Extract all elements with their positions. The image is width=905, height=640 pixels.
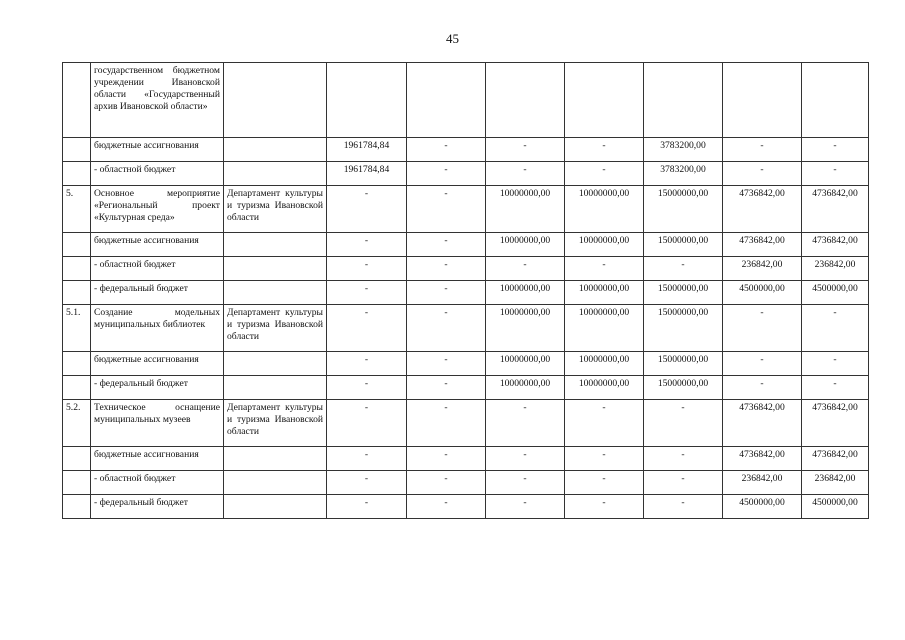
activity-name-cell: бюджетные ассигнования — [91, 233, 224, 257]
row-index-cell — [63, 257, 91, 281]
row-index-cell: 5.2. — [63, 400, 91, 447]
amount-cell — [644, 63, 723, 138]
activity-name-cell: бюджетные ассигнования — [91, 447, 224, 471]
amount-cell: 15000000,00 — [644, 233, 723, 257]
table-row — [63, 281, 869, 305]
amount-cell — [486, 63, 565, 138]
row-index-cell — [63, 447, 91, 471]
row-index-cell — [63, 233, 91, 257]
amount-cell: 1961784,84 — [327, 138, 407, 162]
activity-name-cell: Создание модельных муниципальных библиотек — [91, 305, 224, 352]
executor-cell — [224, 352, 327, 376]
row-index-cell — [63, 138, 91, 162]
executor-cell — [224, 281, 327, 305]
amount-cell: - — [407, 186, 486, 233]
amount-cell: 4736842,00 — [723, 233, 802, 257]
amount-cell: 236842,00 — [802, 471, 869, 495]
amount-cell: - — [486, 471, 565, 495]
table-row — [63, 400, 869, 447]
amount-cell: 10000000,00 — [486, 352, 565, 376]
table-row — [63, 471, 869, 495]
amount-cell: - — [407, 138, 486, 162]
amount-cell: - — [486, 257, 565, 281]
amount-cell: 10000000,00 — [486, 376, 565, 400]
table-row — [63, 233, 869, 257]
activity-name-cell: Основное мероприятие «Региональный проект «Культурная среда» — [91, 186, 224, 233]
amount-cell — [565, 63, 644, 138]
executor-cell — [224, 376, 327, 400]
row-index-cell — [63, 352, 91, 376]
amount-cell: - — [327, 447, 407, 471]
executor-cell — [224, 495, 327, 519]
budget-table — [62, 62, 869, 519]
amount-cell: - — [327, 376, 407, 400]
executor-cell: Департамент культуры и туризма Ивановской области — [224, 400, 327, 447]
amount-cell: - — [723, 305, 802, 352]
executor-cell — [224, 471, 327, 495]
amount-cell: - — [644, 447, 723, 471]
activity-name-cell: - областной бюджет — [91, 471, 224, 495]
amount-cell: - — [486, 447, 565, 471]
amount-cell: - — [723, 352, 802, 376]
executor-cell — [224, 162, 327, 186]
amount-cell: - — [486, 495, 565, 519]
amount-cell: 10000000,00 — [486, 186, 565, 233]
amount-cell: - — [407, 376, 486, 400]
amount-cell: 236842,00 — [723, 471, 802, 495]
amount-cell: 15000000,00 — [644, 305, 723, 352]
amount-cell: 4500000,00 — [802, 495, 869, 519]
table-row — [63, 138, 869, 162]
amount-cell: - — [802, 352, 869, 376]
executor-cell — [224, 138, 327, 162]
amount-cell: 236842,00 — [723, 257, 802, 281]
activity-name-cell: - федеральный бюджет — [91, 281, 224, 305]
amount-cell: 4736842,00 — [802, 233, 869, 257]
activity-name-cell: государственном бюджетном учреждении Ивановской области «Государственный архив Ивановской области» — [91, 63, 224, 138]
amount-cell: - — [565, 257, 644, 281]
activity-name-cell: бюджетные ассигнования — [91, 352, 224, 376]
row-index-cell — [63, 162, 91, 186]
amount-cell: - — [644, 495, 723, 519]
table-row — [63, 495, 869, 519]
amount-cell: - — [327, 400, 407, 447]
executor-cell: Департамент культуры и туризма Ивановской области — [224, 305, 327, 352]
amount-cell: - — [644, 400, 723, 447]
amount-cell: 3783200,00 — [644, 138, 723, 162]
amount-cell: - — [407, 257, 486, 281]
amount-cell: - — [407, 305, 486, 352]
amount-cell: - — [723, 138, 802, 162]
amount-cell: 10000000,00 — [565, 281, 644, 305]
amount-cell: 4736842,00 — [723, 186, 802, 233]
amount-cell: 10000000,00 — [565, 186, 644, 233]
page-number: 45 — [446, 31, 459, 46]
amount-cell: - — [327, 257, 407, 281]
executor-cell — [224, 63, 327, 138]
amount-cell: 10000000,00 — [486, 281, 565, 305]
amount-cell: - — [802, 162, 869, 186]
row-index-cell: 5.1. — [63, 305, 91, 352]
table-row — [63, 376, 869, 400]
amount-cell: - — [327, 281, 407, 305]
amount-cell: - — [407, 233, 486, 257]
amount-cell: - — [565, 495, 644, 519]
executor-cell — [224, 257, 327, 281]
executor-cell: Департамент культуры и туризма Ивановской области — [224, 186, 327, 233]
amount-cell: - — [644, 257, 723, 281]
table-row — [63, 162, 869, 186]
amount-cell: - — [327, 233, 407, 257]
amount-cell: - — [407, 281, 486, 305]
amount-cell: 15000000,00 — [644, 352, 723, 376]
amount-cell: - — [327, 352, 407, 376]
amount-cell: - — [486, 162, 565, 186]
amount-cell: 4500000,00 — [723, 495, 802, 519]
amount-cell: 4736842,00 — [802, 186, 869, 233]
row-index-cell — [63, 471, 91, 495]
activity-name-cell: - областной бюджет — [91, 257, 224, 281]
table-row — [63, 186, 869, 233]
amount-cell: - — [565, 162, 644, 186]
amount-cell: - — [407, 471, 486, 495]
table-row — [63, 63, 869, 138]
amount-cell: - — [802, 138, 869, 162]
amount-cell: 3783200,00 — [644, 162, 723, 186]
row-index-cell: 5. — [63, 186, 91, 233]
amount-cell — [723, 63, 802, 138]
amount-cell: 4736842,00 — [723, 447, 802, 471]
amount-cell — [407, 63, 486, 138]
activity-name-cell: бюджетные ассигнования — [91, 138, 224, 162]
activity-name-cell: - федеральный бюджет — [91, 495, 224, 519]
activity-name-cell: - областной бюджет — [91, 162, 224, 186]
amount-cell: 4500000,00 — [802, 281, 869, 305]
amount-cell: 4736842,00 — [802, 400, 869, 447]
amount-cell: - — [486, 138, 565, 162]
table-row — [63, 305, 869, 352]
row-index-cell — [63, 376, 91, 400]
executor-cell — [224, 233, 327, 257]
table-row — [63, 257, 869, 281]
table-row — [63, 447, 869, 471]
amount-cell: - — [327, 471, 407, 495]
activity-name-cell: - федеральный бюджет — [91, 376, 224, 400]
amount-cell: - — [407, 162, 486, 186]
amount-cell: 10000000,00 — [565, 376, 644, 400]
amount-cell: 10000000,00 — [565, 233, 644, 257]
amount-cell: 4500000,00 — [723, 281, 802, 305]
amount-cell: 10000000,00 — [486, 305, 565, 352]
amount-cell: 15000000,00 — [644, 186, 723, 233]
amount-cell: - — [565, 138, 644, 162]
amount-cell: - — [644, 471, 723, 495]
amount-cell: 15000000,00 — [644, 376, 723, 400]
activity-name-cell: Техническое оснащение муниципальных музеев — [91, 400, 224, 447]
table-row — [63, 352, 869, 376]
amount-cell: 236842,00 — [802, 257, 869, 281]
amount-cell: - — [723, 376, 802, 400]
amount-cell: - — [802, 376, 869, 400]
amount-cell: - — [565, 400, 644, 447]
amount-cell: 15000000,00 — [644, 281, 723, 305]
amount-cell — [327, 63, 407, 138]
amount-cell — [802, 63, 869, 138]
amount-cell: - — [327, 305, 407, 352]
amount-cell: 1961784,84 — [327, 162, 407, 186]
row-index-cell — [63, 495, 91, 519]
amount-cell: - — [565, 471, 644, 495]
amount-cell: - — [407, 495, 486, 519]
executor-cell — [224, 447, 327, 471]
amount-cell: - — [407, 352, 486, 376]
amount-cell: - — [723, 162, 802, 186]
row-index-cell — [63, 63, 91, 138]
table-body — [63, 63, 869, 519]
amount-cell: - — [407, 400, 486, 447]
amount-cell: 4736842,00 — [723, 400, 802, 447]
amount-cell: 10000000,00 — [486, 233, 565, 257]
amount-cell: 10000000,00 — [565, 305, 644, 352]
amount-cell: - — [565, 447, 644, 471]
amount-cell: - — [407, 447, 486, 471]
amount-cell: 10000000,00 — [565, 352, 644, 376]
row-index-cell — [63, 281, 91, 305]
amount-cell: - — [486, 400, 565, 447]
amount-cell: - — [327, 495, 407, 519]
amount-cell: - — [327, 186, 407, 233]
amount-cell: 4736842,00 — [802, 447, 869, 471]
amount-cell: - — [802, 305, 869, 352]
